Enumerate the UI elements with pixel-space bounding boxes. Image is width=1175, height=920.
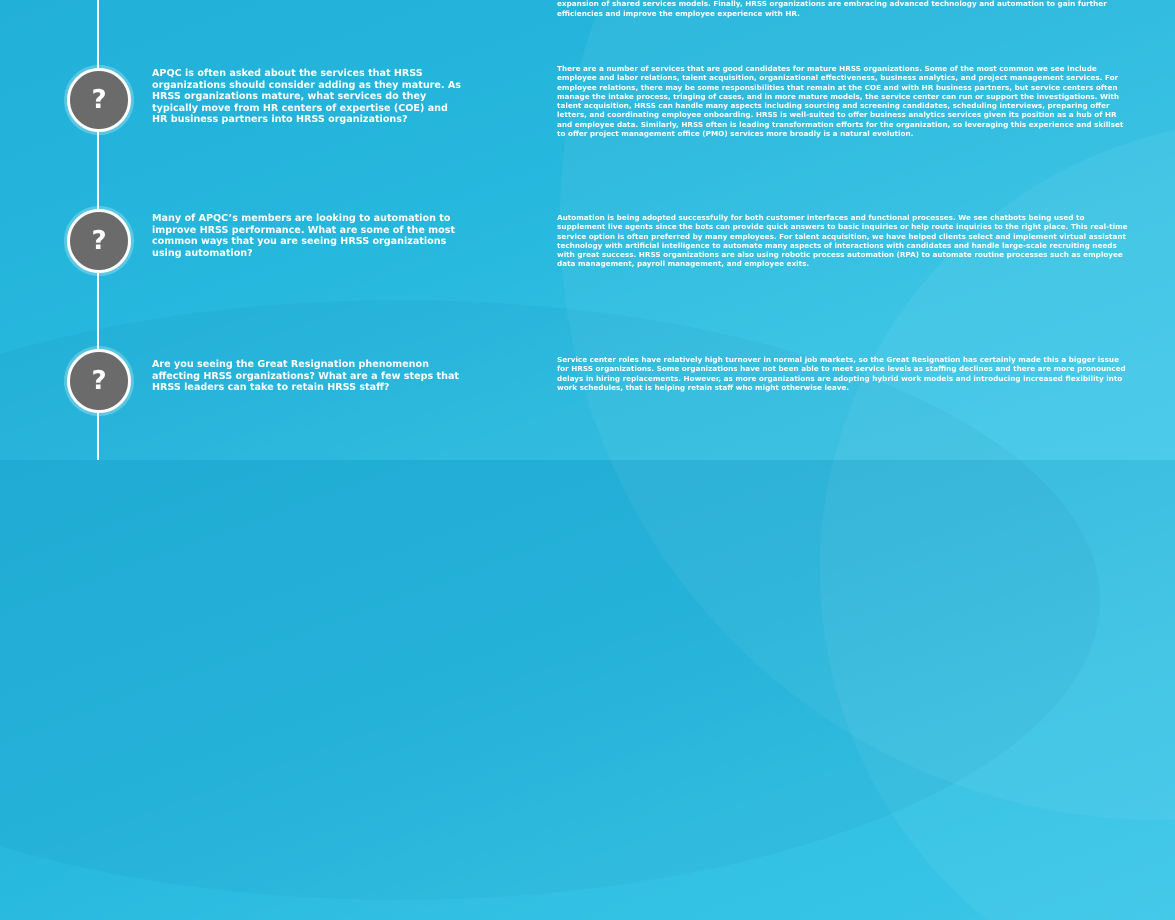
question-mark-icon: ?	[67, 349, 131, 413]
faq-question-2: Many of APQC’s members are looking to automation to improve HRSS performance. What are some of the most common ways that you are seeing HRSS organizations using automation?	[152, 213, 456, 259]
answer-text-continued: expansion of shared services models. Finally, HRSS organizations are embracing advanced technology and automation to gain further efficiencies and improve the employee experience with HR.	[557, 0, 1107, 18]
faq-answer-1: There are a number of services that are good candidates for mature HRSS organizations. Some of the most common we see include employee and labor relations, talent acquisition, organizational effectiveness, business analytics, and project management services. For employee relations, there may be some responsibilities that remain at the COE and with HR business partners, but service centers often manage the intake process, triaging of cases, and in more mature models, the service center can run or support the investigations. With talent acquisition, HRSS can handle many aspects including sourcing and screening candidates, scheduling interviews, preparing offer letters, and coordinating employee onboarding. HRSS is well-suited to offer business analytics services given its position as a hub of HR and employee data. Similarly, HRSS often is leading transformation efforts for the organization, so leveraging this experience and skillset to offer project management office (PMO) services more broadly is a natural evolution.	[557, 64, 1124, 139]
faq-answer-3: Service center roles have relatively high turnover in normal job markets, so the Great Resignation has certainly made this a bigger issue for HRSS organizations. Some organizations have not been able to meet service levels as staffing declines and there are more pronounced delays in hiring replacements. However, as more organizations are adopting hybrid work models and introducing increased flexibility into work schedules, that is helping retain staff who might otherwise leave.	[557, 355, 1126, 392]
faq-question-3: Are you seeing the Great Resignation phenomenon affecting HRSS organizations? What are a few steps that HRSS leaders can take to retain HRSS staff?	[152, 359, 460, 394]
faq-answer-2: Automation is being adopted successfully for both customer interfaces and functional processes. We see chatbots being used to supplement live agents since the bots can provide quick answers to basic inquiries or help route inquiries to the right place. This real-time service option is often preferred by many employees. For talent acquisition, we have helped clients select and implement virtual assistant technology with artificial intelligence to automate many aspects of interactions with candidates and handle large-scale recruiting needs with great success. HRSS organizations are also using robotic process automation (RPA) to automate routine processes such as employee data management, payroll management, and employee exits.	[557, 213, 1128, 269]
question-mark-icon: ?	[67, 68, 131, 132]
question-mark-icon: ?	[67, 209, 131, 273]
faq-question-1: APQC is often asked about the services that HRSS organizations should consider adding as they mature. As HRSS organizations mature, what services do they typically move from HR centers of expertise (COE) and HR business partners into HRSS organizations?	[152, 68, 462, 126]
